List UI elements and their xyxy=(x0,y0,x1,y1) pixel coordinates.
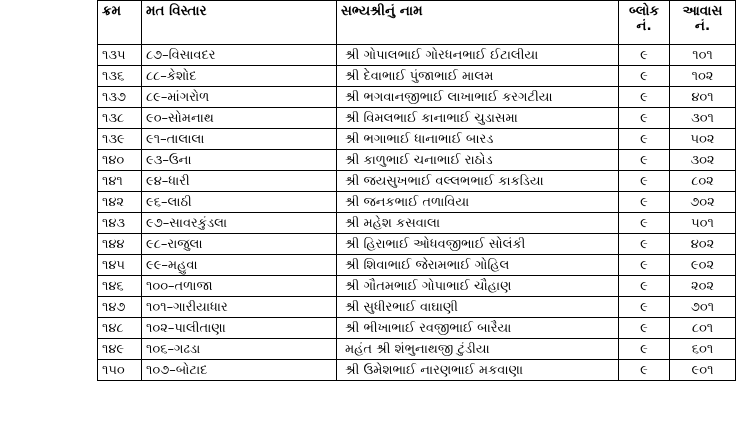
table-row xyxy=(98,234,736,255)
cell-constituency: ૯૬–લાઠી xyxy=(142,192,337,213)
cell-constituency: ૮૯–માંગરોળ xyxy=(142,87,337,108)
cell-serial: ૧૪૨ xyxy=(98,192,142,213)
cell-member-name: શ્રી હિરાભાઈ ઓધવજીભાઈ સોલંકી xyxy=(337,234,619,255)
cell-member-name: શ્રી જનકભાઈ તળાવિયા xyxy=(337,192,619,213)
cell-constituency: ૯૩–ઉના xyxy=(142,150,337,171)
cell-serial: ૧૩૭ xyxy=(98,87,142,108)
table-row xyxy=(98,360,736,381)
cell-flat-number: ૩૦૧ xyxy=(670,108,736,129)
cell-serial: ૧૩૯ xyxy=(98,129,142,150)
header-block-line1: બ્લોક xyxy=(628,3,660,19)
cell-block-number: ૯ xyxy=(619,360,670,381)
cell-flat-number: ૫૦૨ xyxy=(670,129,736,150)
cell-block-number: ૯ xyxy=(619,66,670,87)
cell-flat-number: ૧૦૨ xyxy=(670,66,736,87)
header-block-line2: નં. xyxy=(636,18,652,34)
cell-constituency: ૧૦૨–પાલીતાણા xyxy=(142,318,337,339)
cell-member-name: શ્રી દેવાભાઈ પુંજાભાઈ માલમ xyxy=(337,66,619,87)
cell-block-number: ૯ xyxy=(619,339,670,360)
cell-flat-number: ૧૦૧ xyxy=(670,45,736,66)
table-row xyxy=(98,66,736,87)
cell-member-name: શ્રી વિમલભાઈ કાનાભાઈ ચુડાસમા xyxy=(337,108,619,129)
header-constituency: મત વિસ્તાર xyxy=(142,1,337,45)
header-serial: ક્રમ xyxy=(98,1,142,45)
header-member-name: સભ્યશ્રીનું નામ xyxy=(337,1,619,45)
cell-constituency: ૯૮–રાજુલા xyxy=(142,234,337,255)
cell-flat-number: ૮૦૨ xyxy=(670,171,736,192)
cell-serial: ૧૩૬ xyxy=(98,66,142,87)
header-block-number xyxy=(619,1,670,45)
table-row xyxy=(98,150,736,171)
cell-member-name: શ્રી જયસુખભાઈ વલ્લભભાઈ કાકડિયા xyxy=(337,171,619,192)
table-row xyxy=(98,297,736,318)
table-row xyxy=(98,108,736,129)
cell-flat-number: ૯૦૧ xyxy=(670,360,736,381)
cell-flat-number: ૪૦૧ xyxy=(670,87,736,108)
cell-serial: ૧૪૮ xyxy=(98,318,142,339)
cell-serial: ૧૪૬ xyxy=(98,276,142,297)
member-housing-table xyxy=(97,0,736,381)
cell-block-number: ૯ xyxy=(619,108,670,129)
cell-serial: ૧૫૦ xyxy=(98,360,142,381)
cell-member-name: શ્રી ભગાભાઈ ધાનાભાઈ બારડ xyxy=(337,129,619,150)
table-row xyxy=(98,318,736,339)
cell-serial: ૧૩૮ xyxy=(98,108,142,129)
cell-block-number: ૯ xyxy=(619,171,670,192)
cell-member-name: શ્રી સુધીરભાઈ વાઘાણી xyxy=(337,297,619,318)
cell-block-number: ૯ xyxy=(619,150,670,171)
cell-block-number: ૯ xyxy=(619,255,670,276)
cell-flat-number: ૩૦૨ xyxy=(670,150,736,171)
table-row xyxy=(98,45,736,66)
cell-serial: ૧૪૯ xyxy=(98,339,142,360)
cell-block-number: ૯ xyxy=(619,192,670,213)
cell-flat-number: ૭૦૨ xyxy=(670,192,736,213)
cell-block-number: ૯ xyxy=(619,213,670,234)
cell-constituency: ૮૮–કેશોદ xyxy=(142,66,337,87)
cell-constituency: ૮૭–વિસાવદર xyxy=(142,45,337,66)
table-body xyxy=(98,45,736,381)
cell-block-number: ૯ xyxy=(619,45,670,66)
header-flat-number xyxy=(670,1,736,45)
cell-constituency: ૯૭–સાવરકુંડલા xyxy=(142,213,337,234)
cell-constituency: ૧૦૦–તળાજા xyxy=(142,276,337,297)
cell-flat-number: ૬૦૧ xyxy=(670,339,736,360)
cell-flat-number: ૭૦૧ xyxy=(670,297,736,318)
cell-member-name: શ્રી કાળુભાઈ ચનાભાઈ રાઠોડ xyxy=(337,150,619,171)
table-row xyxy=(98,213,736,234)
cell-flat-number: ૯૦૨ xyxy=(670,255,736,276)
cell-constituency: ૯૦–સોમનાથ xyxy=(142,108,337,129)
cell-constituency: ૯૪–ધારી xyxy=(142,171,337,192)
cell-serial: ૧૪૦ xyxy=(98,150,142,171)
cell-serial: ૧૪૫ xyxy=(98,255,142,276)
cell-serial: ૧૪૧ xyxy=(98,171,142,192)
cell-block-number: ૯ xyxy=(619,276,670,297)
cell-serial: ૧૩૫ xyxy=(98,45,142,66)
cell-constituency: ૯૧–તાલાલા xyxy=(142,129,337,150)
cell-member-name: શ્રી મહેશ કસવાલા xyxy=(337,213,619,234)
cell-block-number: ૯ xyxy=(619,234,670,255)
cell-block-number: ૯ xyxy=(619,87,670,108)
cell-flat-number: ૪૦૨ xyxy=(670,234,736,255)
cell-constituency: ૧૦૬–ગઢડા xyxy=(142,339,337,360)
table-row xyxy=(98,276,736,297)
cell-member-name: શ્રી શિવાભાઈ જેરામભાઈ ગોહિલ xyxy=(337,255,619,276)
table-row xyxy=(98,192,736,213)
cell-serial: ૧૪૭ xyxy=(98,297,142,318)
cell-constituency: ૧૦૧–ગારીયાધાર xyxy=(142,297,337,318)
header-row xyxy=(98,1,736,45)
cell-block-number: ૯ xyxy=(619,318,670,339)
cell-constituency: ૯૯–મહુવા xyxy=(142,255,337,276)
cell-constituency: ૧૦૭–બોટાદ xyxy=(142,360,337,381)
cell-member-name: શ્રી ભગવાનજીભાઈ લાખાભાઈ કરગટીયા xyxy=(337,87,619,108)
table-header xyxy=(98,1,736,45)
cell-flat-number: ૨૦૨ xyxy=(670,276,736,297)
cell-member-name: શ્રી ભીખાભાઈ રવજીભાઈ બારૈયા xyxy=(337,318,619,339)
cell-flat-number: ૮૦૧ xyxy=(670,318,736,339)
table-row xyxy=(98,87,736,108)
table-row xyxy=(98,339,736,360)
cell-block-number: ૯ xyxy=(619,129,670,150)
cell-member-name: મહંત શ્રી શંભુનાથજી ટુંડીયા xyxy=(337,339,619,360)
cell-member-name: શ્રી ઉમેશભાઈ નારણભાઈ મકવાણા xyxy=(337,360,619,381)
table-row xyxy=(98,255,736,276)
table-row xyxy=(98,129,736,150)
cell-block-number: ૯ xyxy=(619,297,670,318)
cell-serial: ૧૪૪ xyxy=(98,234,142,255)
cell-member-name: શ્રી ગોપાલભાઈ ગોરધનભાઈ ઈટાલીયા xyxy=(337,45,619,66)
header-flat-line2: નં. xyxy=(694,18,711,34)
table-row xyxy=(98,171,736,192)
header-flat-line1: આવાસ xyxy=(682,3,723,19)
cell-serial: ૧૪૩ xyxy=(98,213,142,234)
cell-member-name: શ્રી ગૌતમભાઈ ગોપાભાઈ ચૌહાણ xyxy=(337,276,619,297)
cell-flat-number: ૫૦૧ xyxy=(670,213,736,234)
